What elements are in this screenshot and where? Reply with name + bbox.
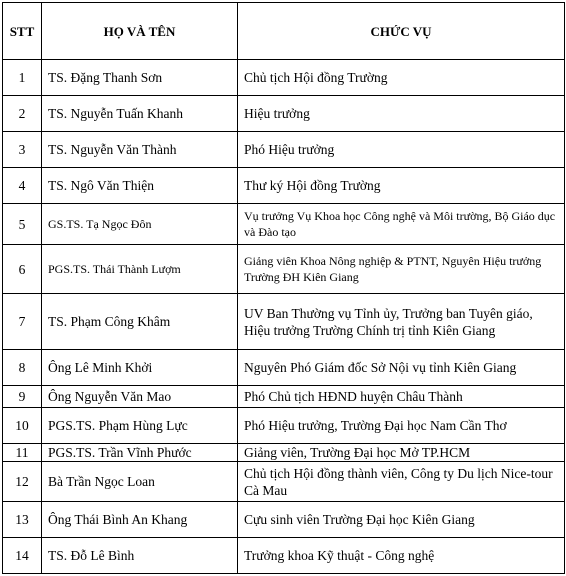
- row-role: Giảng viên, Trường Đại học Mở TP.HCM: [238, 444, 565, 462]
- row-name: PGS.TS. Trần Vĩnh Phước: [42, 444, 238, 462]
- row-stt: 3: [3, 132, 42, 168]
- table-row: [3, 132, 565, 168]
- row-stt: 13: [3, 502, 42, 538]
- row-stt: 5: [3, 204, 42, 245]
- row-name: Ông Thái Bình An Khang: [42, 502, 238, 538]
- row-role: Cựu sinh viên Trường Đại học Kiên Giang: [238, 502, 565, 538]
- table-row: [3, 350, 565, 386]
- table-row: [3, 538, 565, 574]
- table-row: [3, 444, 565, 462]
- row-name: PGS.TS. Thái Thành Lượm: [42, 245, 238, 294]
- row-stt: 8: [3, 350, 42, 386]
- row-role: Hiệu trưởng: [238, 96, 565, 132]
- row-name: PGS.TS. Phạm Hùng Lực: [42, 408, 238, 444]
- row-name: Ông Lê Minh Khởi: [42, 350, 238, 386]
- table-row: [3, 386, 565, 408]
- row-role: Giảng viên Khoa Nông nghiệp & PTNT, Nguyên Hiệu trưởng Trường ĐH Kiên Giang: [238, 245, 565, 294]
- row-name: TS. Phạm Công Khâm: [42, 294, 238, 350]
- row-name: TS. Đặng Thanh Sơn: [42, 60, 238, 96]
- header-name: HỌ VÀ TÊN: [42, 3, 238, 60]
- row-stt: 4: [3, 168, 42, 204]
- row-role: Nguyên Phó Giám đốc Sở Nội vụ tỉnh Kiên Giang: [238, 350, 565, 386]
- row-stt: 9: [3, 386, 42, 408]
- row-role: Phó Hiệu trưởng, Trường Đại học Nam Cần Thơ: [238, 408, 565, 444]
- row-name: Bà Trần Ngọc Loan: [42, 462, 238, 502]
- row-stt: 11: [3, 444, 42, 462]
- header-row: [3, 3, 565, 60]
- row-role: UV Ban Thường vụ Tỉnh ủy, Trưởng ban Tuyên giáo, Hiệu trưởng Trường Chính trị tỉnh Kiên Giang: [238, 294, 565, 350]
- row-role: Chủ tịch Hội đồng Trường: [238, 60, 565, 96]
- row-name: TS. Nguyễn Tuấn Khanh: [42, 96, 238, 132]
- table-row: [3, 502, 565, 538]
- table-row: [3, 294, 565, 350]
- row-role: Phó Chủ tịch HĐND huyện Châu Thành: [238, 386, 565, 408]
- row-name: TS. Ngô Văn Thiện: [42, 168, 238, 204]
- row-stt: 2: [3, 96, 42, 132]
- table-row: [3, 204, 565, 245]
- member-table: [2, 2, 565, 574]
- row-stt: 6: [3, 245, 42, 294]
- header-role: CHỨC VỤ: [238, 3, 565, 60]
- row-name: Ông Nguyễn Văn Mao: [42, 386, 238, 408]
- row-stt: 14: [3, 538, 42, 574]
- table-row: [3, 245, 565, 294]
- table-row: [3, 168, 565, 204]
- table-row: [3, 462, 565, 502]
- row-role: Trưởng khoa Kỹ thuật - Công nghệ: [238, 538, 565, 574]
- row-role: Thư ký Hội đồng Trường: [238, 168, 565, 204]
- table-row: [3, 60, 565, 96]
- row-role: Vụ trưởng Vụ Khoa học Công nghệ và Môi trường, Bộ Giáo dục và Đào tạo: [238, 204, 565, 245]
- row-stt: 7: [3, 294, 42, 350]
- row-stt: 10: [3, 408, 42, 444]
- row-role: Phó Hiệu trưởng: [238, 132, 565, 168]
- header-stt: STT: [3, 3, 42, 60]
- table-row: [3, 408, 565, 444]
- row-role: Chủ tịch Hội đồng thành viên, Công ty Du lịch Nice-tour Cà Mau: [238, 462, 565, 502]
- row-name: TS. Đỗ Lê Bình: [42, 538, 238, 574]
- row-name: TS. Nguyễn Văn Thành: [42, 132, 238, 168]
- row-name: GS.TS. Tạ Ngọc Đôn: [42, 204, 238, 245]
- row-stt: 1: [3, 60, 42, 96]
- table-row: [3, 96, 565, 132]
- row-stt: 12: [3, 462, 42, 502]
